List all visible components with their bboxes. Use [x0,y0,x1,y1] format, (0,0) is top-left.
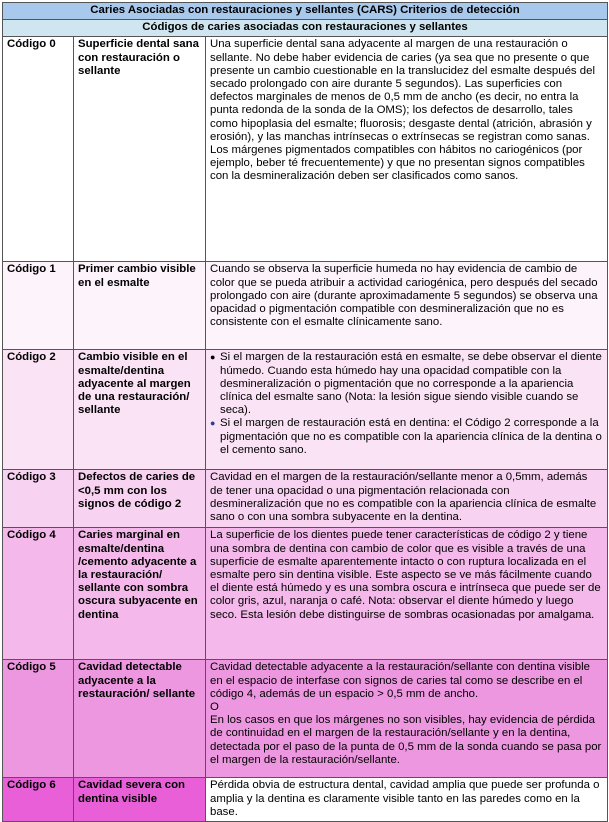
table-row [3,528,608,660]
name-cell: Primer cambio visible en el esmalte [74,262,206,350]
description-cell: Pérdida obvia de estructura dental, cavidad amplia que puede ser profunda o amplia y la dentina es claramente visible tanto en las paredes como en la base. [206,778,608,822]
code-cell: Código 3 [3,470,74,528]
table-row [3,470,608,528]
code-cell: Código 5 [3,660,74,778]
table-title: Caries Asociadas con restauraciones y sellantes (CARS) Criterios de detección [3,3,608,20]
table-title-row [3,3,608,20]
code-cell: Código 1 [3,262,74,350]
table-subtitle: Códigos de caries asociadas con restauraciones y sellantes [3,20,608,37]
name-cell: Superficie dental sana con restauración o sellante [74,37,206,262]
cars-criteria-table [2,2,608,822]
description-part: En los casos en que los márgenes no son visibles, hay evidencia de pérdida de continuidad en el margen de la restauración/sellante y en la dentina, detectada por el paso de la punta de 0,5 mm de la sonda cuando se pasa por el margen de la restauración/sellante. [210,714,602,766]
code-cell: Código 6 [3,778,74,822]
table-row [3,778,608,822]
name-cell: Cambio visible en el esmalte/dentina adyacente al margen de una restauración/ sellante [74,350,206,470]
description-cell [206,350,608,470]
name-cell: Cavidad severa con dentina visible [74,778,206,822]
table-subtitle-row [3,20,608,37]
description-cell [206,660,608,778]
bullet-icon: ● [210,352,216,363]
code-cell: Código 2 [3,350,74,470]
table-row [3,37,608,262]
bullet-text: Si el margen de la restauración está en esmalte, se debe observar el diente húmedo. Cuando esta húmedo hay una opacidad compatible con la desmineralización o pigmentación que no corresponde a la apariencia clínica del esmalte sano (Nota: la lesión sigue siendo visible cuando se seca). [220,351,602,417]
table-row [3,262,608,350]
description-part: Cavidad detectable adyacente a la restauración/sellante con dentina visible en el espacio de interfase con signos de caries tal como se describe en el código 4, además de un espacio > 0,5 mm de ancho. [210,661,590,700]
bullet-item [210,417,603,457]
table-row [3,350,608,470]
name-cell: Caries marginal en esmalte/dentina /cemento adyacente a la restauración/ sellante con sombra oscura subyacente en dentina [74,528,206,660]
description-cell: Cavidad en el margen de la restauración/sellante menor a 0,5mm, además de tener una opacidad o una pigmentación relacionada con desmineralización que no es compatible con la apariencia clínica de esmalte sano o con una sombra subyacente en la dentina. [206,470,608,528]
bullet-item [210,351,603,417]
name-cell: Cavidad detectable adyacente a la restauración/ sellante [74,660,206,778]
description-cell: Una superficie dental sana adyacente al margen de una restauración o sellante. No debe haber evidencia de caries (ya sea que no presente o que presente un cambio cuestionable en la translucidez del esmalte después del secado prolongado con aire durante 5 segundos). Las superficies con defectos marginales de menos de 0,5 mm de ancho (es decir, no entra la punta redonda de la sonda de la OMS); los defectos de desarrollo, tales como hipoplasia del esmalte; fluorosis; desgaste dental (atrición, abrasión y erosión), y las manchas intrínsecas o extrínsecas se registran como sanas. Los márgenes pigmentados compatibles con hábitos no cariogénicos (por ejemplo, beber té frecuentemente) y que no presentan signos compatibles con la desmineralización deben ser clasificados como sanos. [206,37,608,262]
description-cell: Cuando se observa la superficie humeda no hay evidencia de cambio de color que se pueda atribuir a actividad cariogénica, pero después del secado prolongado con aire (durante aproximadamente 5 segundos) se observa una opacidad o pigmentación compatible con desmineralización que no es consistente con el esmalte clínicamente sano. [206,262,608,350]
code-cell: Código 0 [3,37,74,262]
bullet-icon: ● [210,418,216,429]
bullet-text: Si el margen de restauración está en dentina: el Código 2 corresponde a la pigmentación que no es compatible con la apariencia clínica de la dentina o el cemento sano. [220,417,602,456]
code-cell: Código 4 [3,528,74,660]
name-cell: Defectos de caries de <0,5 mm con los signos de código 2 [74,470,206,528]
description-cell: La superficie de los dientes puede tener características de código 2 y tiene una sombra de dentina con cambio de color que es visible a través de una superficie de esmalte aparentemente intacto o con ruptura localizada en el esmalte pero sin dentina visible. Este aspecto se ve más fácilmente cuando el diente está húmedo y es una sombra oscura e intrínseca que puede ser de color gris, azul, naranja o café. Nota: observar el diente húmedo y luego seco. Esta lesión debe distinguirse de sombras ocasionadas por amalgama. [206,528,608,660]
description-part: O [210,701,219,714]
table-row [3,660,608,778]
